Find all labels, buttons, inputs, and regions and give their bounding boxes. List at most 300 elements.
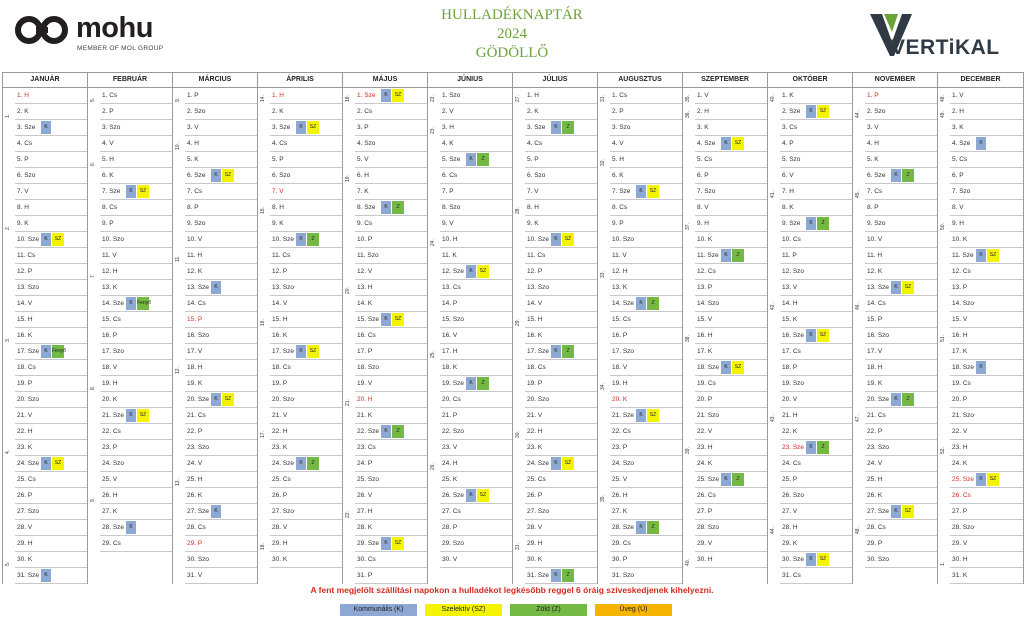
day-label: 27. K — [102, 508, 118, 515]
day-row — [270, 328, 342, 344]
day-label: 21. Sze — [102, 412, 125, 419]
day-label: 11. V — [612, 252, 627, 259]
day-label: 20. K — [612, 396, 628, 403]
day-row — [100, 216, 172, 232]
day-label: 12. P — [272, 268, 288, 275]
day-label: 28. Sze — [102, 524, 125, 531]
month-column — [3, 72, 88, 584]
day-label: 31. V — [187, 572, 203, 579]
day-label: 19. P — [272, 380, 288, 387]
day-row — [355, 504, 427, 520]
mohu-tagline: MEMBER OF MOL GROUP — [77, 45, 164, 52]
day-label: 25. V — [612, 476, 628, 483]
collection-badge-k: K — [296, 345, 306, 358]
collection-badge-k: K — [976, 361, 986, 374]
day-label: 3. P — [357, 124, 369, 131]
day-label: 5. K — [867, 156, 879, 163]
day-row — [865, 536, 937, 552]
collection-badge-k: K — [211, 169, 221, 182]
day-label: 26. H — [612, 492, 628, 499]
day-label: 31. K — [952, 572, 968, 579]
day-row — [610, 328, 682, 344]
day-label: 22. Cs — [102, 428, 121, 435]
day-label: 26. Cs — [952, 492, 971, 499]
day-label: 25. K — [442, 476, 458, 483]
month-column — [88, 72, 173, 584]
day-row — [270, 200, 342, 216]
collection-badge-sz: SZ — [137, 409, 149, 422]
day-label: 11. P — [782, 252, 797, 259]
day-label: 9. Sze — [782, 220, 801, 227]
day-row — [100, 424, 172, 440]
week-number: 48. — [940, 95, 946, 102]
day-label: 27. Cs — [442, 508, 461, 515]
day-label: 14. Sze — [612, 300, 635, 307]
day-row — [865, 264, 937, 280]
day-row — [100, 264, 172, 280]
day-label: 24. P — [357, 460, 373, 467]
collection-badge-k: K — [721, 473, 731, 486]
day-label: 23. H — [952, 444, 968, 451]
day-row — [950, 408, 1023, 424]
day-label: 26. Szo — [782, 492, 805, 499]
day-label: 13. Szo — [527, 284, 550, 291]
day-row — [355, 344, 427, 360]
day-label: 7. H — [782, 188, 794, 195]
day-label: 17. K — [697, 348, 713, 355]
day-label: 16. Sze — [782, 332, 805, 339]
day-row — [780, 248, 852, 264]
day-label: 10. P — [357, 236, 373, 243]
day-row — [695, 280, 767, 296]
month-column — [258, 72, 343, 584]
day-row — [440, 136, 512, 152]
day-row — [355, 520, 427, 536]
day-row — [355, 264, 427, 280]
day-row — [100, 440, 172, 456]
collection-badge-z: Z — [562, 345, 574, 358]
week-number: 9. — [90, 497, 96, 502]
day-label: 15. K — [782, 316, 798, 323]
collection-badge-z: Z — [817, 217, 829, 230]
day-label: 10. Sze — [17, 236, 40, 243]
collection-badge-k: K — [976, 137, 986, 150]
day-label: 27. H — [357, 508, 373, 515]
week-number: 22. — [430, 95, 436, 102]
day-row — [440, 232, 512, 248]
day-row — [185, 280, 257, 296]
day-label: 16. P — [102, 332, 118, 339]
day-row — [780, 120, 852, 136]
day-row — [185, 520, 257, 536]
day-label: 25. Sze — [952, 476, 975, 483]
day-row — [355, 184, 427, 200]
day-label: 7. V — [527, 188, 539, 195]
day-row — [525, 88, 597, 104]
day-row — [950, 152, 1023, 168]
day-label: 3. Sze — [527, 124, 546, 131]
day-label: 11. Cs — [17, 252, 36, 259]
day-label: 1. Sze — [357, 92, 376, 99]
day-row — [780, 328, 852, 344]
day-row — [865, 392, 937, 408]
day-label: 3. Szo — [102, 124, 121, 131]
day-label: 21. V — [527, 412, 543, 419]
day-label: 20. P — [697, 396, 713, 403]
day-label: 28. K — [357, 524, 373, 531]
day-row — [695, 472, 767, 488]
day-label: 29. V — [952, 540, 968, 547]
day-row — [610, 440, 682, 456]
day-label: 29. H — [272, 540, 288, 547]
day-label: 1. P — [187, 92, 199, 99]
collection-badge-k: K — [721, 137, 731, 150]
day-row — [610, 536, 682, 552]
day-row — [610, 296, 682, 312]
day-label: 27. Szo — [527, 508, 550, 515]
day-label: 17. H — [442, 348, 458, 355]
day-row — [355, 552, 427, 568]
day-label: 1. P — [867, 92, 879, 99]
day-label: 14. Szo — [952, 300, 975, 307]
collection-badge-k: K — [381, 201, 391, 214]
month-name: JÚLIUS — [513, 72, 597, 88]
day-label: 15. Szo — [442, 316, 465, 323]
day-label: 18. Sze — [952, 364, 975, 371]
day-label: 10. Szo — [102, 236, 125, 243]
day-row — [185, 408, 257, 424]
collection-badge-sz: SZ — [52, 233, 64, 246]
day-label: 9. P — [612, 220, 624, 227]
day-row — [355, 104, 427, 120]
day-row — [610, 392, 682, 408]
day-label: 14. V — [17, 300, 33, 307]
day-row — [440, 408, 512, 424]
collection-badge-sz: SZ — [902, 505, 914, 518]
day-row — [525, 248, 597, 264]
day-label: 12. Sze — [442, 268, 465, 275]
day-row — [780, 344, 852, 360]
day-row — [15, 360, 87, 376]
day-row — [695, 168, 767, 184]
day-row — [355, 136, 427, 152]
day-label: 28. Cs — [867, 524, 886, 531]
day-label: 2. K — [272, 108, 284, 115]
day-label: 19. K — [187, 380, 203, 387]
day-row — [440, 344, 512, 360]
day-row — [525, 312, 597, 328]
day-row — [525, 216, 597, 232]
day-label: 10. Sze — [272, 236, 295, 243]
day-label: 11. H — [867, 252, 883, 259]
day-row — [610, 200, 682, 216]
day-label: 5. Cs — [952, 156, 968, 163]
day-row — [695, 360, 767, 376]
day-row — [15, 280, 87, 296]
day-row — [695, 104, 767, 120]
week-number: 18. — [345, 95, 351, 102]
day-label: 20. Szo — [17, 396, 40, 403]
collection-badge-k: K — [126, 185, 136, 198]
day-row — [610, 360, 682, 376]
day-row — [440, 376, 512, 392]
day-label: 30. Cs — [357, 556, 376, 563]
day-row — [270, 376, 342, 392]
day-label: 2. Szo — [867, 108, 886, 115]
week-number: 6. — [90, 161, 96, 166]
month-name: ÁPRILIS — [258, 72, 342, 88]
day-label: 19. K — [867, 380, 883, 387]
day-label: 23. K — [272, 444, 288, 451]
day-label: 19. H — [612, 380, 628, 387]
day-row — [610, 504, 682, 520]
day-row — [15, 296, 87, 312]
day-row — [695, 200, 767, 216]
day-row — [865, 472, 937, 488]
day-label: 18. V — [612, 364, 628, 371]
day-row — [440, 280, 512, 296]
week-number: 16. — [260, 319, 266, 326]
day-label: 4. Cs — [527, 140, 543, 147]
day-label: 23. H — [697, 444, 713, 451]
collection-badge-sz: SZ — [477, 265, 489, 278]
day-row — [100, 504, 172, 520]
collection-badge-z: Z — [562, 569, 574, 582]
day-label: 24. V — [187, 460, 203, 467]
day-row — [950, 184, 1023, 200]
day-label: 3. Sze — [17, 124, 36, 131]
day-row — [15, 456, 87, 472]
month-column — [938, 72, 1023, 584]
day-label: 18. Cs — [527, 364, 546, 371]
month-column — [343, 72, 428, 584]
day-label: 12. K — [187, 268, 203, 275]
day-label: 22. Szo — [442, 428, 465, 435]
week-number: 17. — [260, 431, 266, 438]
day-row — [525, 360, 597, 376]
day-row — [100, 200, 172, 216]
day-row — [185, 136, 257, 152]
day-row — [610, 120, 682, 136]
day-row — [185, 152, 257, 168]
collection-badge-sz: SZ — [222, 393, 234, 406]
day-row — [610, 88, 682, 104]
day-row — [780, 568, 852, 584]
collection-badge-sz: SZ — [902, 281, 914, 294]
day-label: 19. H — [102, 380, 118, 387]
day-row — [100, 472, 172, 488]
day-label: 27. V — [782, 508, 798, 515]
collection-badge-k: K — [806, 329, 816, 342]
collection-badge-k: K — [636, 521, 646, 534]
collection-badge-sz: SZ — [647, 185, 659, 198]
day-label: 1. H — [527, 92, 539, 99]
day-label: 27. Szo — [272, 508, 295, 515]
day-row — [355, 232, 427, 248]
day-label: 5. H — [102, 156, 114, 163]
day-row — [355, 472, 427, 488]
day-label: 11. Sze — [697, 252, 719, 259]
month-days — [88, 88, 172, 584]
day-row — [355, 248, 427, 264]
day-row — [15, 168, 87, 184]
day-label: 29. Cs — [612, 540, 631, 547]
day-row — [440, 104, 512, 120]
day-row — [610, 552, 682, 568]
day-label: 31. Szo — [612, 572, 635, 579]
day-row — [270, 312, 342, 328]
day-label: 7. V — [272, 188, 284, 195]
day-row — [780, 488, 852, 504]
day-row — [525, 568, 597, 584]
day-label: 8. H — [527, 204, 539, 211]
day-row — [185, 552, 257, 568]
day-row — [355, 392, 427, 408]
day-label: 27. Sze — [867, 508, 890, 515]
day-row — [780, 520, 852, 536]
day-label: 28. V — [272, 524, 288, 531]
day-label: 30. K — [527, 556, 543, 563]
month-column — [768, 72, 853, 584]
day-label: 12. V — [357, 268, 373, 275]
day-label: 4. P — [782, 140, 794, 147]
day-label: 14. Cs — [867, 300, 886, 307]
day-row — [695, 520, 767, 536]
day-label: 24. Szo — [102, 460, 125, 467]
day-label: 12. H — [612, 268, 628, 275]
day-label: 5. K — [187, 156, 199, 163]
day-row — [185, 328, 257, 344]
day-label: 22. H — [272, 428, 288, 435]
day-label: 8. K — [782, 204, 794, 211]
day-row — [440, 168, 512, 184]
day-row — [185, 440, 257, 456]
day-label: 30. H — [697, 556, 713, 563]
week-number: 15. — [260, 207, 266, 214]
day-label: 22. H — [527, 428, 543, 435]
collection-badge-z: Z — [647, 297, 659, 310]
day-label: 16. Szo — [187, 332, 210, 339]
day-row — [15, 488, 87, 504]
day-label: 7. P — [442, 188, 454, 195]
day-label: 16. Szo — [867, 332, 890, 339]
collection-notice: A fent megjelölt szállítási napokon a hulladékot legkésőbb reggel 6 óráig szíveskedjenek kihelyezni. — [310, 585, 714, 595]
day-label: 26. K — [867, 492, 883, 499]
month-name: NOVEMBER — [853, 72, 937, 88]
day-row — [185, 184, 257, 200]
day-label: 2. Sze — [782, 108, 801, 115]
day-label: 12. P — [17, 268, 33, 275]
day-row — [780, 152, 852, 168]
day-label: 19. Sze — [442, 380, 465, 387]
day-label: 2. Szo — [187, 108, 206, 115]
week-number: 5. — [5, 561, 11, 566]
day-row — [15, 248, 87, 264]
week-number: 44. — [855, 111, 861, 118]
month-name: OKTÓBER — [768, 72, 852, 88]
day-label: 9. Szo — [187, 220, 206, 227]
collection-badge-k: K — [41, 233, 51, 246]
month-column — [513, 72, 598, 584]
collection-badge-sz: SZ — [222, 169, 234, 182]
day-label: 10. Cs — [782, 236, 801, 243]
day-label: 23. Szo — [867, 444, 890, 451]
day-label: 3. K — [952, 124, 964, 131]
collection-badge-z: Z — [307, 457, 319, 470]
day-label: 6. Szo — [527, 172, 546, 179]
day-row — [355, 280, 427, 296]
day-row — [270, 472, 342, 488]
week-number: 49. — [940, 111, 946, 118]
collection-badge-k: K — [466, 153, 476, 166]
day-label: 30. Sze — [782, 556, 805, 563]
day-label: 6. P — [952, 172, 964, 179]
day-row — [355, 456, 427, 472]
day-label: 8. V — [697, 204, 709, 211]
day-row — [185, 88, 257, 104]
day-row — [270, 120, 342, 136]
week-number: 33. — [600, 271, 606, 278]
day-label: 16. V — [442, 332, 458, 339]
day-row — [695, 376, 767, 392]
day-row — [780, 392, 852, 408]
collection-badge-z: Z — [902, 169, 914, 182]
collection-badge-sz: SZ — [817, 329, 829, 342]
month-days — [938, 88, 1023, 584]
day-label: 20. Cs — [442, 396, 461, 403]
day-label: 17. Sze — [527, 348, 550, 355]
day-row — [185, 296, 257, 312]
day-label: 2. K — [527, 108, 539, 115]
day-label: 11. K — [442, 252, 457, 259]
day-row — [355, 152, 427, 168]
month-name: MÁJUS — [343, 72, 427, 88]
day-row — [780, 136, 852, 152]
day-label: 16. K — [527, 332, 543, 339]
day-row — [270, 168, 342, 184]
day-row — [950, 120, 1023, 136]
week-number: 40. — [685, 559, 691, 566]
day-label: 6. Sze — [187, 172, 206, 179]
day-label: 21. V — [272, 412, 288, 419]
collection-badge-z: Z — [307, 233, 319, 246]
day-row — [15, 216, 87, 232]
week-number: 9. — [175, 97, 181, 102]
week-number: 1. — [940, 561, 946, 566]
collection-badge-z: Z — [732, 249, 744, 262]
day-row — [695, 536, 767, 552]
day-row — [270, 104, 342, 120]
day-row — [270, 552, 342, 568]
day-row — [865, 344, 937, 360]
day-row — [355, 376, 427, 392]
day-row — [865, 504, 937, 520]
day-row — [525, 296, 597, 312]
day-label: 2. K — [17, 108, 29, 115]
day-label: 14. V — [527, 300, 543, 307]
mohu-brand-text: mohu — [76, 12, 153, 44]
legend-item-sz: Szelektív (SZ) — [425, 604, 502, 616]
day-row — [695, 232, 767, 248]
day-label: 9. K — [17, 220, 29, 227]
collection-badge-k: K — [296, 233, 306, 246]
day-row — [950, 216, 1023, 232]
day-row — [355, 168, 427, 184]
collection-badge-sz: SZ — [562, 233, 574, 246]
day-row — [780, 216, 852, 232]
day-row — [865, 456, 937, 472]
day-row — [270, 456, 342, 472]
